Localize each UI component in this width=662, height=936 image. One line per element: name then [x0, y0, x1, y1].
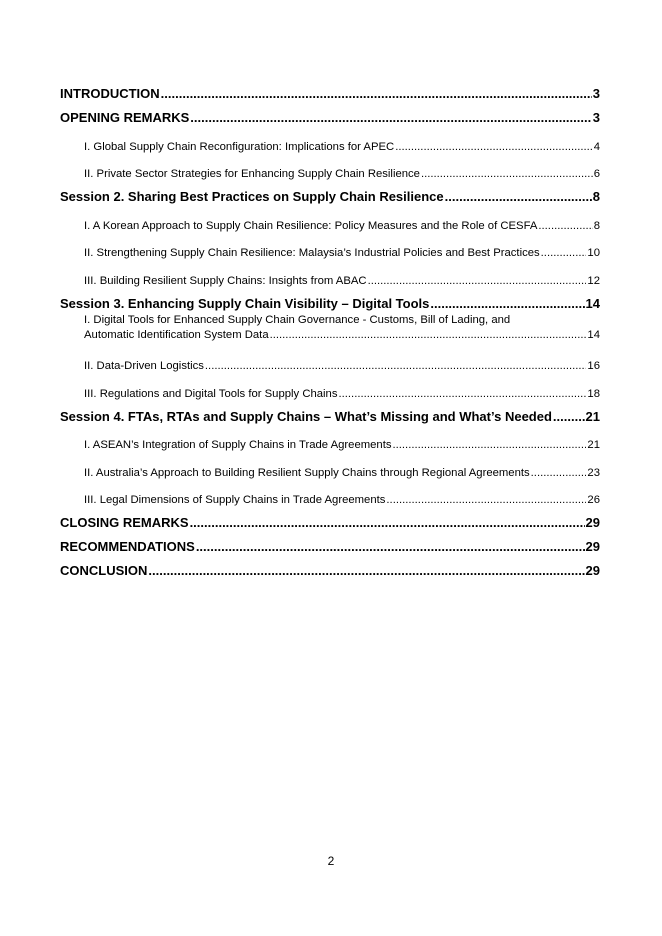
toc-entry-page: 29: [585, 563, 600, 578]
toc-entry-page: 29: [585, 515, 600, 530]
toc-entry-title: CONCLUSION: [60, 563, 148, 578]
toc-entry-title: I. Global Supply Chain Reconfiguration: Implications for APEC: [84, 140, 395, 153]
toc-entry-australia-approach[interactable]: [60, 453, 600, 481]
toc-entry-page: 4: [593, 140, 600, 153]
toc-entry-title: RECOMMENDATIONS: [60, 539, 195, 554]
page-number: 2: [327, 854, 335, 868]
dot-leader: [161, 85, 592, 103]
toc-entry-page: 8: [592, 189, 600, 204]
dot-leader: [395, 139, 593, 155]
dot-leader: [531, 465, 587, 481]
toc-entry-session-4[interactable]: [60, 402, 600, 426]
toc-entry-page: 16: [587, 360, 600, 372]
dot-leader: [190, 514, 585, 532]
toc-entry-page: 18: [587, 387, 600, 400]
dot-leader: [386, 492, 586, 508]
toc-entry-title: III. Building Resilient Supply Chains: Insights from ABAC: [84, 274, 367, 287]
toc-entry-recommendations[interactable]: [60, 532, 600, 556]
toc-entry-title: I. ASEAN’s Integration of Supply Chains in Trade Agreements: [84, 439, 392, 451]
toc-entry-title-line1: I. Digital Tools for Enhanced Supply Chain Governance - Customs, Bill of Lading, and: [84, 313, 511, 326]
toc-entry-title: II. Australia’s Approach to Building Resilient Supply Chains through Regional Agreements: [84, 466, 530, 479]
toc-entry-page: 12: [587, 274, 600, 287]
dot-leader: [393, 437, 587, 453]
toc-entry-private-sector-strategies[interactable]: [60, 155, 600, 183]
dot-leader: [339, 386, 587, 402]
toc-entry-title: II. Strengthening Supply Chain Resilience: Malaysia’s Industrial Policies and Best Practices: [84, 247, 540, 259]
toc-entry-introduction[interactable]: [60, 79, 600, 103]
toc-entry-page: 3: [592, 86, 600, 101]
dot-leader: [538, 218, 592, 234]
dot-leader: [430, 295, 584, 313]
toc-entry-session-2[interactable]: [60, 182, 600, 206]
dot-leader: [190, 109, 591, 127]
dot-leader: [553, 408, 585, 426]
toc-entry-title-line2: Automatic Identification System Data: [84, 328, 269, 341]
toc-entry-title: Session 3. Enhancing Supply Chain Visibility – Digital Tools: [60, 295, 430, 311]
toc-entry-page: 26: [587, 494, 600, 506]
dot-leader: [421, 166, 593, 182]
table-of-contents: [60, 79, 600, 580]
toc-entry-legal-dimensions[interactable]: [60, 481, 600, 509]
dot-leader: [196, 538, 585, 556]
toc-entry-title: OPENING REMARKS: [60, 110, 190, 125]
toc-entry-title: CLOSING REMARKS: [60, 515, 189, 530]
dot-leader: [205, 358, 587, 374]
toc-entry-closing-remarks[interactable]: [60, 508, 600, 532]
toc-entry-title: INTRODUCTION: [60, 86, 160, 101]
dot-leader: [445, 188, 592, 206]
toc-entry-korean-approach[interactable]: [60, 206, 600, 234]
toc-entry-page: 14: [585, 295, 600, 311]
toc-entry-page: 21: [585, 408, 600, 424]
toc-entry-page: 8: [593, 219, 600, 232]
toc-entry-global-reconfiguration[interactable]: [60, 127, 600, 155]
toc-entry-malaysia-policies[interactable]: [60, 234, 600, 262]
dot-leader: [270, 328, 587, 343]
toc-entry-regulations-digital-tools[interactable]: [60, 374, 600, 402]
toc-entry-abac-insights[interactable]: [60, 261, 600, 289]
toc-entry-page: 23: [587, 466, 600, 479]
toc-entry-title: Session 2. Sharing Best Practices on Supply Chain Resilience: [60, 189, 444, 204]
toc-entry-data-driven-logistics[interactable]: [60, 347, 600, 375]
toc-entry-page: 29: [585, 539, 600, 554]
dot-leader: [148, 562, 584, 580]
toc-entry-page: 10: [587, 247, 600, 259]
toc-entry-title: I. A Korean Approach to Supply Chain Resilience: Policy Measures and the Role of CESFA: [84, 219, 538, 232]
toc-entry-title: II. Data-Driven Logistics: [84, 360, 204, 372]
dot-leader: [541, 245, 587, 261]
toc-entry-opening-remarks[interactable]: [60, 103, 600, 127]
toc-entry-title: II. Private Sector Strategies for Enhancing Supply Chain Resilience: [84, 168, 420, 180]
toc-entry-title: III. Legal Dimensions of Supply Chains in Trade Agreements: [84, 494, 386, 506]
toc-entry-page: 14: [587, 328, 600, 341]
dot-leader: [368, 273, 587, 289]
toc-entry-session-3[interactable]: [60, 289, 600, 313]
toc-entry-page: 3: [592, 110, 600, 125]
toc-entry-page: 6: [593, 168, 600, 180]
toc-entry-digital-tools-governance[interactable]: [60, 313, 600, 347]
toc-entry-page: 21: [587, 439, 600, 451]
toc-entry-asean-integration[interactable]: [60, 426, 600, 454]
toc-entry-title: III. Regulations and Digital Tools for Supply Chains: [84, 387, 338, 400]
toc-entry-title: Session 4. FTAs, RTAs and Supply Chains – What’s Missing and What’s Needed: [60, 408, 552, 424]
toc-entry-conclusion[interactable]: [60, 556, 600, 580]
